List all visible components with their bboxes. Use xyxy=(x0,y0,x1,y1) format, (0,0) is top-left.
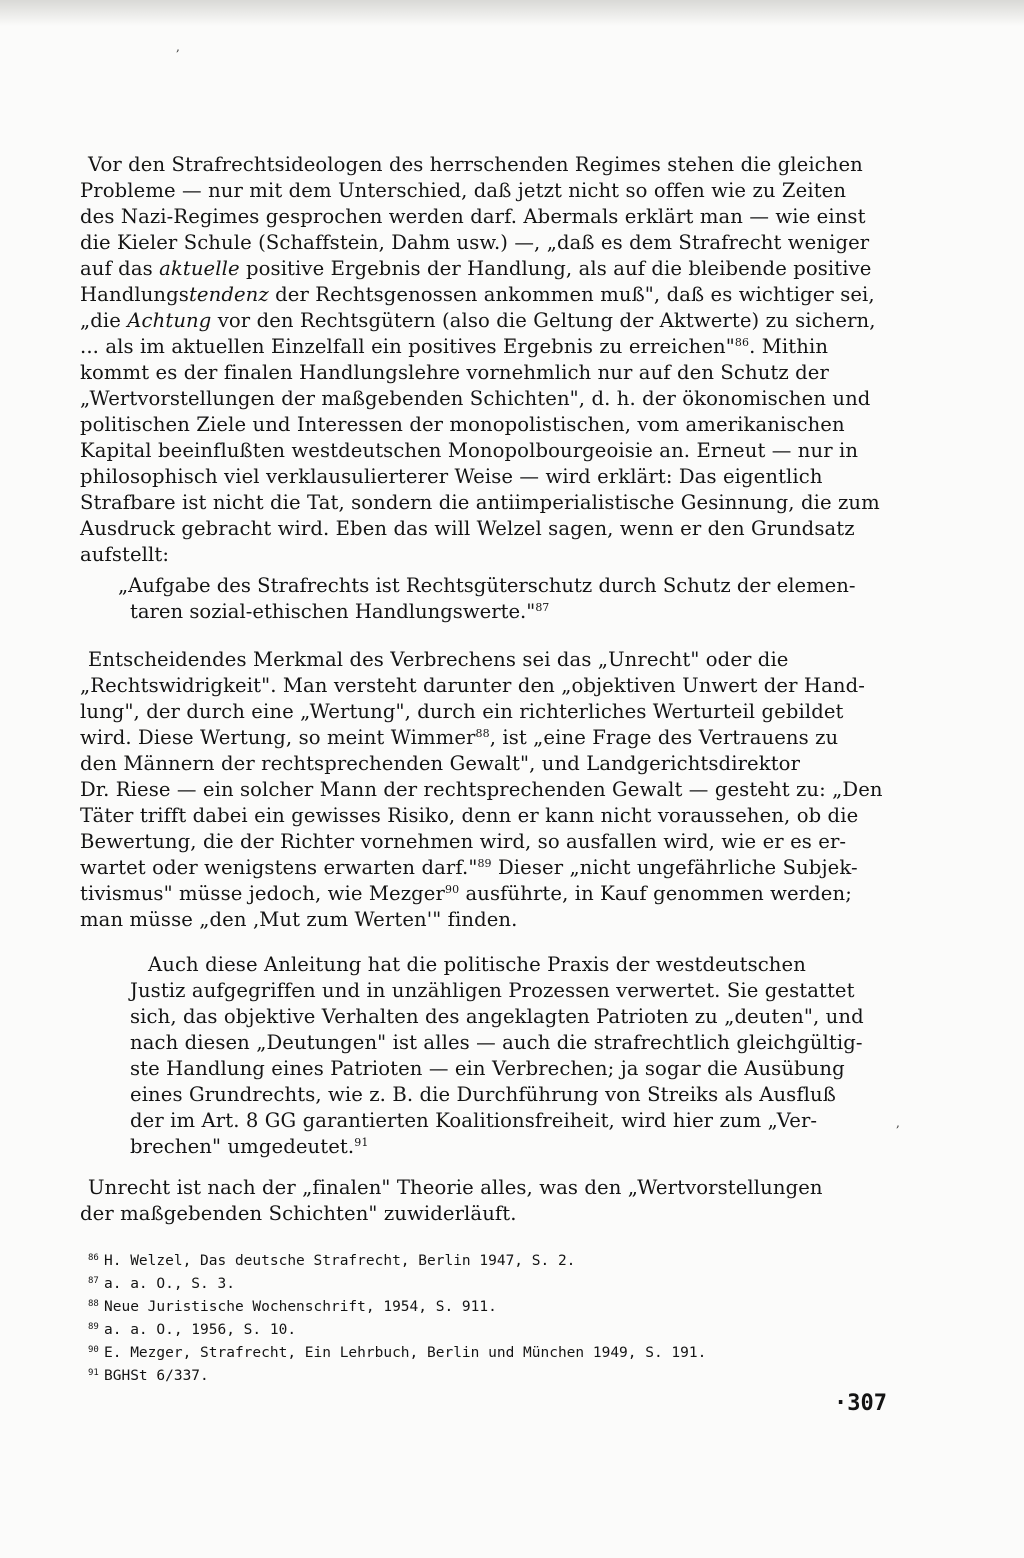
footnote-ref: 91 xyxy=(354,1136,369,1149)
quote-text: taren sozial-ethischen Handlungswerte." xyxy=(130,600,536,623)
quote-line: „Aufgabe des Strafrechts ist Rechtsgüterschutz durch Schutz der elemen- xyxy=(118,574,856,597)
p3-line: nach diesen „Deutungen" ist alles — auch die strafrechtlich gleichgültig- xyxy=(130,1031,863,1054)
p1-line: Vor den Strafrechtsideologen des herrschenden Regimes stehen die gleichen xyxy=(88,153,863,176)
p1-emphasis: aktuelle xyxy=(159,257,240,280)
p1-emphasis: tendenz xyxy=(188,283,269,306)
p4-line: Unrecht ist nach der „finalen" Theorie alles, was den „Wertvorstellungen xyxy=(88,1176,823,1199)
p2-line xyxy=(80,881,894,907)
p1-line: Probleme — nur mit dem Unterschied, daß jetzt nicht so offen wie zu Zeiten xyxy=(80,179,847,202)
footnote-mark: 89 xyxy=(88,1322,99,1332)
footnote-text: a. a. O., 1956, S. 10. xyxy=(104,1322,297,1338)
p1-emphasis: Achtung xyxy=(127,309,212,332)
p1-text: der Rechtsgenossen ankommen muß", daß es wichtiger sei, xyxy=(268,283,875,306)
p2-line: lung", der durch eine „Wertung", durch ein richterliches Werturteil gebildet xyxy=(80,700,844,723)
footnote-mark: 86 xyxy=(88,1253,99,1263)
p1-line: philosophisch viel verklausulierterer Weise — wird erklärt: Das eigentlich xyxy=(80,465,823,488)
p1-line: kommt es der finalen Handlungslehre vornehmlich nur auf den Schutz der xyxy=(80,361,829,384)
p1-line: politischen Ziele und Interessen der monopolistischen, vom amerikanischen xyxy=(80,413,845,436)
p1-text: positive Ergebnis der Handlung, als auf die bleibende positive xyxy=(239,257,872,280)
footnote-text: a. a. O., S. 3. xyxy=(104,1276,235,1292)
block-quote xyxy=(118,573,894,625)
footnote xyxy=(88,1340,808,1363)
paragraph-3 xyxy=(130,952,886,1160)
paragraph-2 xyxy=(80,647,894,933)
footnote-mark: 88 xyxy=(88,1299,99,1309)
p2-line xyxy=(80,725,894,751)
p1-text: . Mithin xyxy=(749,335,829,358)
p1-line: aufstellt: xyxy=(80,543,170,566)
p1-line xyxy=(80,308,894,334)
p2-line: „Rechtswidrigkeit". Man versteht darunter den „objektiven Unwert der Hand- xyxy=(80,674,865,697)
p2-text: , ist „eine Frage des Vertrauens zu xyxy=(489,726,839,749)
p3-line: Justiz aufgegriffen und in unzähligen Prozessen verwertet. Sie gestattet xyxy=(130,979,855,1002)
p3-line: sich, das objektive Verhalten des angeklagten Patrioten zu „deuten", und xyxy=(130,1005,864,1028)
p1-text: ... als im aktuellen Einzelfall ein positives Ergebnis zu erreichen" xyxy=(80,335,735,358)
scan-speck: , xyxy=(176,40,180,54)
page-number: ·307 xyxy=(834,1391,887,1416)
p1-line xyxy=(80,256,894,282)
footnote-mark: 87 xyxy=(88,1276,99,1286)
p2-line xyxy=(80,855,894,881)
p2-line: man müsse „den ‚Mut zum Werten'" finden. xyxy=(80,908,518,931)
p3-line xyxy=(130,1134,886,1160)
footnote-text: BGHSt 6/337. xyxy=(104,1368,209,1384)
p3-text: brechen" umgedeutet. xyxy=(130,1135,355,1158)
paragraph-1 xyxy=(80,152,894,568)
p1-line: „Wertvorstellungen der maßgebenden Schichten", d. h. der ökonomischen und xyxy=(80,387,871,410)
footnote-ref: 89 xyxy=(477,857,492,870)
footnotes xyxy=(88,1248,808,1386)
p1-text: „die xyxy=(80,309,128,332)
p1-line: Ausdruck gebracht wird. Eben das will Welzel sagen, wenn er den Grundsatz xyxy=(80,517,855,540)
p1-text: Handlungs xyxy=(80,283,189,306)
p3-line: eines Grundrechts, wie z. B. die Durchführung von Streiks als Ausfluß xyxy=(130,1083,836,1106)
p2-line: Dr. Riese — ein solcher Mann der rechtsprechenden Gewalt — gesteht zu: „Den xyxy=(80,778,883,801)
footnote xyxy=(88,1363,808,1386)
p2-text: ausführte, in Kauf genommen werden; xyxy=(459,882,852,905)
quote-line xyxy=(118,599,894,625)
scan-speck: , xyxy=(896,1116,900,1130)
footnote-ref: 88 xyxy=(475,727,490,740)
p2-text: Dieser „nicht ungefährliche Subjek- xyxy=(491,856,858,879)
p1-line: des Nazi-Regimes gesprochen werden darf. Abermals erklärt man — wie einst xyxy=(80,205,866,228)
scan-edge-shade xyxy=(0,0,1024,26)
footnote-text: E. Mezger, Strafrecht, Ein Lehrbuch, Berlin und München 1949, S. 191. xyxy=(104,1345,707,1361)
footnote-ref: 87 xyxy=(535,601,550,614)
p1-text: auf das xyxy=(80,257,160,280)
p2-line: Täter trifft dabei ein gewisses Risiko, denn er kann nicht voraussehen, ob die xyxy=(80,804,859,827)
p2-line: Entscheidendes Merkmal des Verbrechens sei das „Unrecht" oder die xyxy=(88,648,789,671)
footnote-text: H. Welzel, Das deutsche Strafrecht, Berlin 1947, S. 2. xyxy=(104,1253,576,1269)
p1-line: die Kieler Schule (Schaffstein, Dahm usw.) —, „daß es dem Strafrecht weniger xyxy=(80,231,870,254)
p2-text: wird. Diese Wertung, so meint Wimmer xyxy=(80,726,476,749)
footnote-mark: 91 xyxy=(88,1368,99,1378)
p1-line xyxy=(80,334,894,360)
footnote-ref: 86 xyxy=(734,336,750,349)
p2-line: den Männern der rechtsprechenden Gewalt", und Landgerichtsdirektor xyxy=(80,752,801,775)
footnote-mark: 90 xyxy=(88,1345,99,1355)
p3-line: Auch diese Anleitung hat die politische Praxis der westdeutschen xyxy=(148,953,806,976)
footnote-ref: 90 xyxy=(444,883,460,896)
footnote xyxy=(88,1248,808,1271)
p3-line: der im Art. 8 GG garantierten Koalitionsfreiheit, wird hier zum „Ver- xyxy=(130,1109,818,1132)
p3-line: ste Handlung eines Patrioten — ein Verbrechen; ja sogar die Ausübung xyxy=(130,1057,845,1080)
footnote xyxy=(88,1294,808,1317)
p1-text: vor den Rechtsgütern (also die Geltung der Aktwerte) zu sichern, xyxy=(211,309,876,332)
paragraph-4 xyxy=(80,1175,894,1227)
footnote xyxy=(88,1271,808,1294)
p2-text: tivismus" müsse jedoch, wie Mezger xyxy=(80,882,445,905)
footnote xyxy=(88,1317,808,1340)
p1-line: Strafbare ist nicht die Tat, sondern die antiimperialistische Gesinnung, die zum xyxy=(80,491,880,514)
footnote-text: Neue Juristische Wochenschrift, 1954, S. 911. xyxy=(104,1299,497,1315)
p2-line: Bewertung, die der Richter vornehmen wird, so ausfallen wird, wie er es er- xyxy=(80,830,847,853)
p1-line xyxy=(80,282,894,308)
p1-line: Kapital beeinflußten westdeutschen Monopolbourgeoisie an. Erneut — nur in xyxy=(80,439,859,462)
p4-line: der maßgebenden Schichten" zuwiderläuft. xyxy=(80,1202,517,1225)
p2-text: wartet oder wenigstens erwarten darf." xyxy=(80,856,478,879)
